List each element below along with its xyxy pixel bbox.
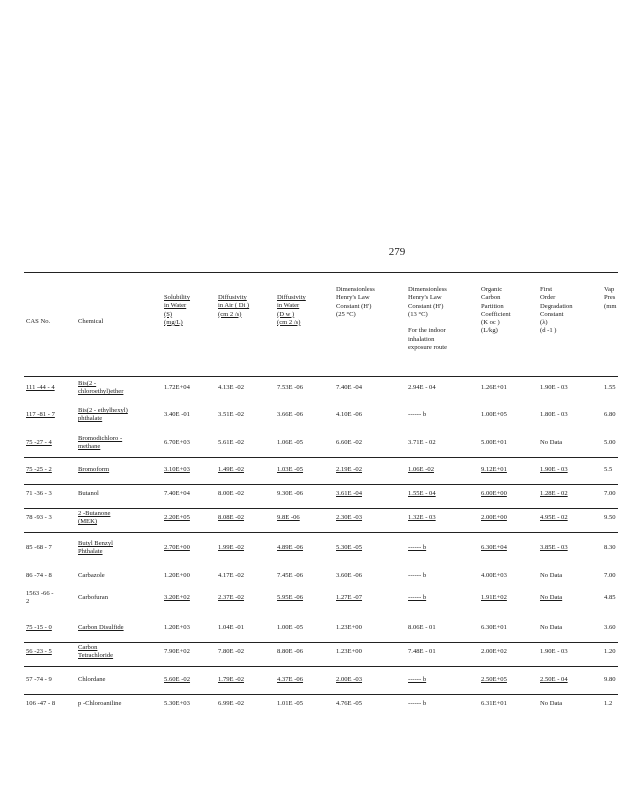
cell-degradation: No Data: [540, 624, 563, 631]
cell-diff-water: 4.89E -06: [277, 544, 304, 551]
cell-vapor-pressure: 4.85: [604, 594, 616, 601]
cell-chemical: Carbazole: [78, 572, 105, 579]
cell-vapor-pressure: 1.20: [604, 648, 616, 655]
cell-chemical: Bromoform: [78, 466, 110, 473]
cell-vapor-pressure: 1.2: [604, 700, 613, 707]
cell-diff-air: 6.99E -02: [218, 700, 245, 707]
cell-diff-water: 9.8E -06: [277, 514, 300, 521]
cell-cas: 75 -25 - 2: [26, 466, 52, 473]
cell-cas: 78 -93 - 3: [26, 514, 52, 521]
cell-diff-air: 1.99E -02: [218, 544, 245, 551]
cell-henry-25c: 4.10E -06: [336, 411, 363, 418]
cell-chemical: p -Chloroaniline: [78, 700, 122, 707]
cell-henry-25c: 2.19E -02: [336, 466, 363, 473]
cell-henry-13c: ------ b: [408, 411, 427, 418]
cell-henry-25c: 3.60E -06: [336, 572, 363, 579]
cell-chemical: Bis(2 - chloroethyl)ether: [78, 380, 124, 396]
cell-koc: 4.00E+03: [481, 572, 507, 579]
cell-degradation: 1.90E - 03: [540, 466, 568, 473]
cell-vapor-pressure: 7.00: [604, 572, 616, 579]
cell-chemical: Butanol: [78, 490, 99, 497]
cell-henry-25c: 2.30E -03: [336, 514, 363, 521]
cell-solubility: 3.20E+02: [164, 594, 190, 601]
cell-vapor-pressure: 9.80: [604, 676, 616, 683]
cell-henry-13c: ------ b: [408, 676, 427, 683]
page-number: 279: [388, 246, 406, 258]
cell-henry-13c: 1.32E - 03: [408, 514, 436, 521]
header-vapor-pressure: Vap Pres (mm: [604, 286, 617, 310]
cell-degradation: 1.28E - 02: [540, 490, 568, 497]
cell-henry-25c: 1.23E+00: [336, 648, 362, 655]
cell-diff-water: 5.95E -06: [277, 594, 304, 601]
cell-henry-13c: 7.48E - 01: [408, 648, 436, 655]
cell-henry-25c: 1.27E -07: [336, 594, 363, 601]
cell-henry-25c: 1.23E+00: [336, 624, 362, 631]
cell-henry-13c: 1.06E -02: [408, 466, 435, 473]
cell-diff-air: 4.13E -02: [218, 384, 245, 391]
cell-vapor-pressure: 3.60: [604, 624, 616, 631]
cell-chemical: Chlordane: [78, 676, 106, 683]
cell-vapor-pressure: 5.00: [604, 439, 616, 446]
cell-koc: 6.31E+01: [481, 700, 507, 707]
header-henry-13c: Dimensionless Henry's Law Constant (H') (13 °C) For the indoor inhalation exposure route: [408, 286, 447, 352]
cell-koc: 6.30E+01: [481, 624, 507, 631]
header-cas: CAS No.: [26, 318, 51, 325]
cell-solubility: 7.90E+02: [164, 648, 190, 655]
cell-diff-water: 7.45E -06: [277, 572, 304, 579]
cell-solubility: 3.40E -01: [164, 411, 191, 418]
cell-vapor-pressure: 7.00: [604, 490, 616, 497]
cell-chemical: Carbon Disulfide: [78, 624, 124, 631]
cell-degradation: 2.50E - 04: [540, 676, 568, 683]
cell-chemical: Bis(2 - ethylhexyl) phthalate: [78, 407, 128, 423]
cell-vapor-pressure: 5.5: [604, 466, 613, 473]
header-solubility: Solubility in Water (S) (mg/L): [164, 294, 191, 326]
cell-henry-13c: 1.55E - 04: [408, 490, 436, 497]
cell-chemical: Carbofuran: [78, 594, 109, 601]
cell-koc: 2.00E+00: [481, 514, 507, 521]
cell-henry-13c: 3.71E - 02: [408, 439, 436, 446]
cell-solubility: 2.70E+00: [164, 544, 190, 551]
cell-degradation: 3.85E - 03: [540, 544, 568, 551]
cell-diff-air: 1.04E -01: [218, 624, 245, 631]
cell-solubility: 1.20E+00: [164, 572, 190, 579]
cell-solubility: 6.70E+03: [164, 439, 190, 446]
cell-cas: 1563 -66 - 2: [26, 590, 54, 606]
cell-henry-13c: ------ b: [408, 594, 427, 601]
cell-diff-air: 3.51E -02: [218, 411, 245, 418]
row-rule: [24, 642, 618, 643]
row-rule: [24, 694, 618, 695]
header-diffusivity-air: Diffusivity in Air ( Di ) (cm 2 /s): [218, 294, 250, 318]
cell-cas: 75 -27 - 4: [26, 439, 52, 446]
row-rule: [24, 532, 618, 533]
cell-degradation: 1.90E - 03: [540, 384, 568, 391]
cell-degradation: 1.90E - 03: [540, 648, 568, 655]
header-diffusivity-water: Diffusivity in Water (D w ) (cm 2 /s): [277, 294, 306, 326]
cell-vapor-pressure: 8.30: [604, 544, 616, 551]
cell-koc: 6.00E+00: [481, 490, 507, 497]
cell-cas: 106 -47 - 8: [26, 700, 56, 707]
cell-henry-25c: 2.00E -03: [336, 676, 363, 683]
cell-koc: 5.00E+01: [481, 439, 507, 446]
cell-diff-water: 4.37E -06: [277, 676, 304, 683]
cell-henry-13c: 8.06E - 01: [408, 624, 436, 631]
cell-solubility: 2.20E+05: [164, 514, 190, 521]
cell-solubility: 3.10E+03: [164, 466, 190, 473]
row-rule: [24, 457, 618, 458]
row-rule: [24, 484, 618, 485]
cell-solubility: 1.20E+03: [164, 624, 190, 631]
cell-diff-water: 8.80E -06: [277, 648, 304, 655]
cell-henry-13c: ------ b: [408, 700, 427, 707]
cell-degradation: No Data: [540, 439, 563, 446]
cell-solubility: 7.40E+04: [164, 490, 190, 497]
cell-degradation: No Data: [540, 700, 563, 707]
row-rule: [24, 508, 618, 509]
cell-henry-25c: 7.40E -04: [336, 384, 363, 391]
cell-henry-25c: 3.61E -04: [336, 490, 363, 497]
header-henry-25c: Dimensionless Henry's Law Constant (H') (25 °C): [336, 286, 375, 318]
cell-cas: 71 -36 - 3: [26, 490, 52, 497]
cell-cas: 111 -44 - 4: [26, 384, 55, 391]
cell-chemical: Butyl Benzyl Phthalate: [78, 540, 113, 556]
cell-chemical: Carbon Tetrachloride: [78, 644, 114, 660]
cell-diff-air: 5.61E -02: [218, 439, 245, 446]
cell-henry-13c: ------ b: [408, 544, 427, 551]
cell-henry-25c: 4.76E -05: [336, 700, 363, 707]
cell-solubility: 5.60E -02: [164, 676, 191, 683]
cell-koc: 1.26E+01: [481, 384, 507, 391]
table-top-rule: [24, 272, 618, 273]
cell-diff-air: 1.49E -02: [218, 466, 245, 473]
cell-cas: 86 -74 - 8: [26, 572, 52, 579]
cell-cas: 75 -15 - 0: [26, 624, 52, 631]
row-rule: [24, 666, 618, 667]
cell-cas: 85 -68 - 7: [26, 544, 52, 551]
cell-diff-water: 3.66E -06: [277, 411, 304, 418]
cell-koc: 2.50E+05: [481, 676, 507, 683]
cell-diff-water: 1.01E -05: [277, 700, 304, 707]
cell-diff-air: 1.79E -02: [218, 676, 245, 683]
cell-cas: 56 -23 - 5: [26, 648, 52, 655]
cell-henry-25c: 5.30E -05: [336, 544, 363, 551]
cell-solubility: 5.30E+03: [164, 700, 190, 707]
cell-vapor-pressure: 1.55: [604, 384, 616, 391]
cell-vapor-pressure: 9.50: [604, 514, 616, 521]
chemical-properties-table: [24, 272, 618, 732]
cell-koc: 2.00E+02: [481, 648, 507, 655]
cell-henry-25c: 6.60E -02: [336, 439, 363, 446]
header-degradation: First Order Degradation Constant (λ) (d -1 ): [540, 286, 573, 335]
cell-degradation: No Data: [540, 572, 563, 579]
cell-koc: 1.91E+02: [481, 594, 507, 601]
cell-diff-water: 7.53E -06: [277, 384, 304, 391]
cell-diff-air: 4.17E -02: [218, 572, 245, 579]
cell-solubility: 1.72E+04: [164, 384, 190, 391]
cell-degradation: 1.80E - 03: [540, 411, 568, 418]
cell-degradation: 4.95E - 02: [540, 514, 568, 521]
cell-koc: 1.00E+05: [481, 411, 507, 418]
cell-diff-water: 9.30E -06: [277, 490, 304, 497]
cell-diff-air: 2.37E -02: [218, 594, 245, 601]
cell-cas: 117 -81 - 7: [26, 411, 55, 418]
cell-diff-water: 1.03E -05: [277, 466, 304, 473]
cell-diff-air: 7.80E -02: [218, 648, 245, 655]
cell-degradation: No Data: [540, 594, 563, 601]
header-koc: Organic Carbon Partition Coefficient (K oc ) (L/kg): [481, 286, 511, 335]
cell-chemical: Bromodichloro - methane: [78, 435, 123, 451]
cell-diff-air: 8.00E -02: [218, 490, 245, 497]
cell-cas: 57 -74 - 9: [26, 676, 52, 683]
header-bottom-rule: [24, 376, 618, 377]
cell-henry-13c: 2.94E - 04: [408, 384, 436, 391]
header-chemical: Chemical: [78, 318, 104, 325]
cell-chemical: 2 -Butanone (MEK): [78, 510, 111, 526]
cell-diff-water: 1.06E -05: [277, 439, 304, 446]
cell-koc: 6.30E+04: [481, 544, 507, 551]
cell-diff-air: 8.08E -02: [218, 514, 245, 521]
cell-diff-water: 1.00E -05: [277, 624, 304, 631]
cell-koc: 9.12E+01: [481, 466, 507, 473]
cell-henry-13c: ------ b: [408, 572, 427, 579]
cell-vapor-pressure: 6.80: [604, 411, 616, 418]
